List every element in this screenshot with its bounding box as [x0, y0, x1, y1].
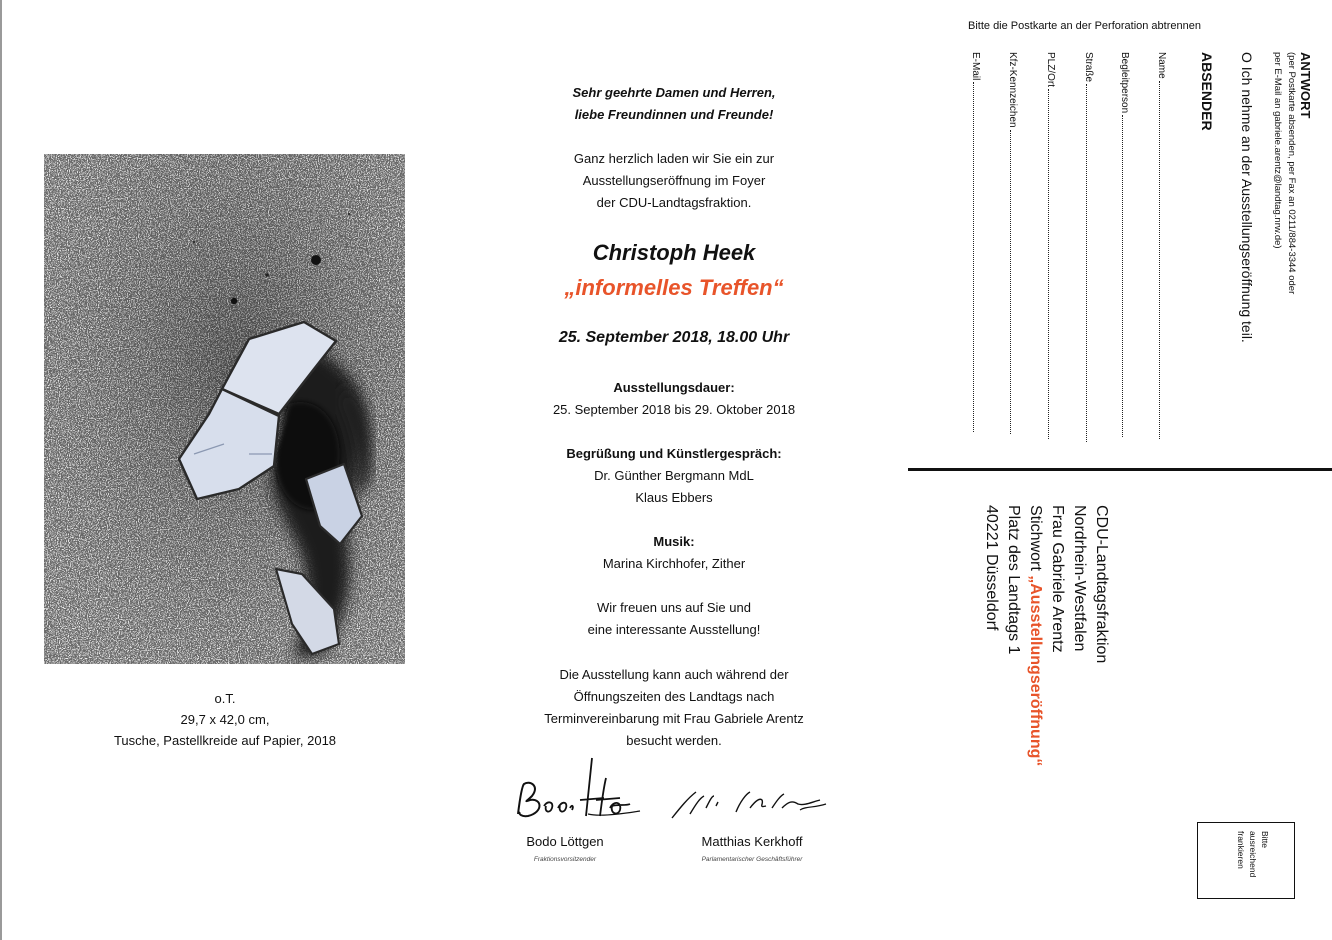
- visit-line: Die Ausstellung kann auch während der: [559, 667, 789, 682]
- intro-line: Ganz herzlich laden wir Sie ein zur: [573, 151, 775, 166]
- event-date: 25. September 2018, 18.00 Uhr: [558, 329, 790, 346]
- keyword-value: „Ausstellungseröffnung“: [1027, 575, 1044, 767]
- closing-line: eine interessante Ausstellung!: [587, 622, 761, 637]
- closing-line: Wir freuen uns auf Sie und: [597, 600, 751, 615]
- field-label: Begleitperson: [1119, 52, 1130, 114]
- caption-medium: Tusche, Pastellkreide auf Papier, 2018: [113, 733, 337, 748]
- caption-dimensions: 29,7 x 42,0 cm,: [180, 712, 270, 727]
- reply-instruction: per E-Mail an gabriele.arentz@landtag.nrw.de): [1272, 52, 1283, 249]
- artwork-image: [44, 154, 405, 664]
- visit-line: Öffnungszeiten des Landtags nach: [573, 689, 775, 704]
- visit-line: besucht werden.: [626, 733, 722, 748]
- recipient-line: CDU-Landtagsfraktion: [1093, 505, 1110, 664]
- field-email[interactable]: [970, 52, 981, 432]
- caption-title: o.T.: [214, 691, 236, 706]
- welcome-heading: Begrüßung und Künstlergespräch:: [566, 446, 782, 461]
- stamp-note: ausreichend: [1248, 831, 1258, 878]
- perforation-note: Bitte die Postkarte an der Perforation abtrennen: [968, 20, 1201, 32]
- exhibition-title: „informelles Treffen“: [564, 275, 784, 300]
- perforation-line: [908, 468, 1332, 471]
- recipient-keyword: [1026, 505, 1044, 766]
- field-name[interactable]: [1156, 52, 1167, 439]
- reply-heading: ANTWORT: [1298, 52, 1313, 119]
- recipient-line: Nordrhein-Westfalen: [1071, 505, 1088, 652]
- recipient-address: Platz des Landtags 1: [1005, 505, 1022, 655]
- salutation-line: Sehr geehrte Damen und Herren,: [572, 85, 776, 100]
- signatory-name: Bodo Löttgen: [526, 834, 604, 849]
- field-city[interactable]: [1045, 52, 1056, 439]
- field-label: Straße: [1083, 52, 1094, 83]
- sender-heading: ABSENDER: [1199, 52, 1215, 131]
- signatory-name: Matthias Kerkhoff: [701, 834, 803, 849]
- recipient-address: 40221 Düsseldorf: [983, 505, 1000, 631]
- artist-name: Christoph Heek: [592, 240, 756, 265]
- handwritten-signatures: [500, 756, 850, 836]
- field-companion[interactable]: [1119, 52, 1130, 437]
- attendance-checkbox[interactable]: O Ich nehme an der Ausstellungseröffnung teil.: [1239, 52, 1255, 343]
- welcome-speaker: Klaus Ebbers: [635, 490, 713, 505]
- reply-instruction: (per Postkarte absenden, per Fax an 0211/884-3344 oder: [1286, 52, 1297, 295]
- signatory-role: Parlamentarischer Geschäftsführer: [701, 856, 803, 863]
- field-license-plate[interactable]: [1007, 52, 1018, 434]
- signatures: [500, 756, 850, 876]
- stamp-box: [1197, 822, 1295, 899]
- welcome-section: [496, 443, 852, 509]
- stamp-note: Bitte: [1260, 831, 1270, 849]
- field-label: Name: [1156, 52, 1167, 79]
- field-label: E-Mail: [970, 52, 981, 81]
- duration-section: [496, 377, 852, 421]
- page-edge: [0, 0, 2, 940]
- duration-text: 25. September 2018 bis 29. Oktober 2018: [552, 402, 796, 417]
- field-label: Kfz-Kennzeichen: [1007, 52, 1018, 128]
- recipient-line: Frau Gabriele Arentz: [1049, 505, 1066, 653]
- intro-line: Ausstellungseröffnung im Foyer: [582, 173, 766, 188]
- visit-line: Terminvereinbarung mit Frau Gabriele Arentz: [544, 711, 804, 726]
- signatory-role: Fraktionsvorsitzender: [533, 856, 597, 863]
- keyword-label: Stichwort: [1027, 505, 1044, 576]
- music-heading: Musik:: [653, 534, 695, 549]
- music-text: Marina Kirchhofer, Zither: [602, 556, 746, 571]
- intro-text: [496, 148, 852, 214]
- artwork-drawing: [44, 154, 405, 664]
- artwork-caption: [60, 688, 390, 751]
- salutation-line: liebe Freundinnen und Freunde!: [574, 107, 774, 122]
- stamp-note: frankieren: [1236, 831, 1246, 869]
- closing-text: [496, 597, 852, 641]
- salutation: [496, 82, 852, 126]
- visit-note: [496, 664, 852, 752]
- duration-heading: Ausstellungsdauer:: [613, 380, 735, 395]
- welcome-speaker: Dr. Günther Bergmann MdL: [594, 468, 754, 483]
- field-street[interactable]: [1083, 52, 1094, 442]
- intro-line: der CDU-Landtagsfraktion.: [596, 195, 752, 210]
- field-label: PLZ/Ort: [1045, 52, 1056, 88]
- music-section: [496, 531, 852, 575]
